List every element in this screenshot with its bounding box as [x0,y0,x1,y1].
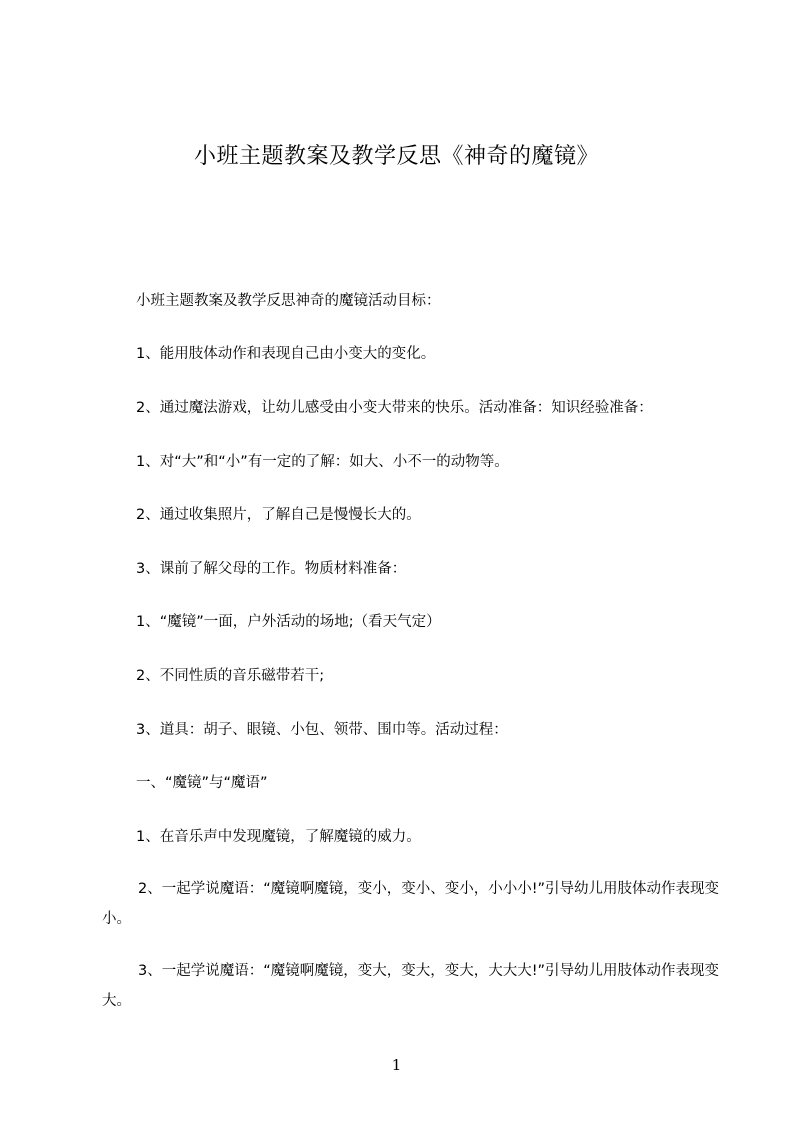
section-heading-1: 一、“魔镜”与“魔语” [136,775,268,791]
paragraph-prep-2: 2、通过收集照片，了解自己是慢慢长大的。 [136,507,421,523]
paragraph-material-3: 3、道具：胡子、眼镜、小包、领带、围巾等。活动过程： [136,722,508,738]
paragraph-material-2: 2、不同性质的音乐磁带若干; [136,668,325,684]
paragraph-prep-1: 1、对“大”和“小”有一定的了解：如大、小不一的动物等。 [136,454,509,470]
paragraph-process-3: 3、一起学说魔语：“魔镜啊魔镜，变大，变大，变大，大大大!”引导幼儿用肢体动作表现变大。 [102,963,720,1009]
paragraph-prep-3: 3、课前了解父母的工作。物质材料准备： [136,561,407,577]
paragraph-process-1: 1、在音乐声中发现魔镜，了解魔镜的威力。 [136,829,421,845]
paragraph-process-2: 2、一起学说魔语：“魔镜啊魔镜，变小，变小、变小，小小小!”引导幼儿用肢体动作表现变小。 [102,881,720,927]
paragraph-goal-2: 2、通过魔法游戏，让幼儿感受由小变大带来的快乐。活动准备：知识经验准备： [136,400,653,416]
paragraph-intro: 小班主题教案及教学反思神奇的魔镜活动目标： [136,293,441,309]
document-title: 小班主题教案及教学反思《神奇的魔镜》 [193,144,599,169]
page-number: 1 [391,1056,402,1074]
paragraph-goal-1: 1、能用肢体动作和表现自己由小变大的变化。 [136,346,436,362]
paragraph-material-1: 1、“魔镜”一面，户外活动的场地;（看天气定） [136,614,441,630]
